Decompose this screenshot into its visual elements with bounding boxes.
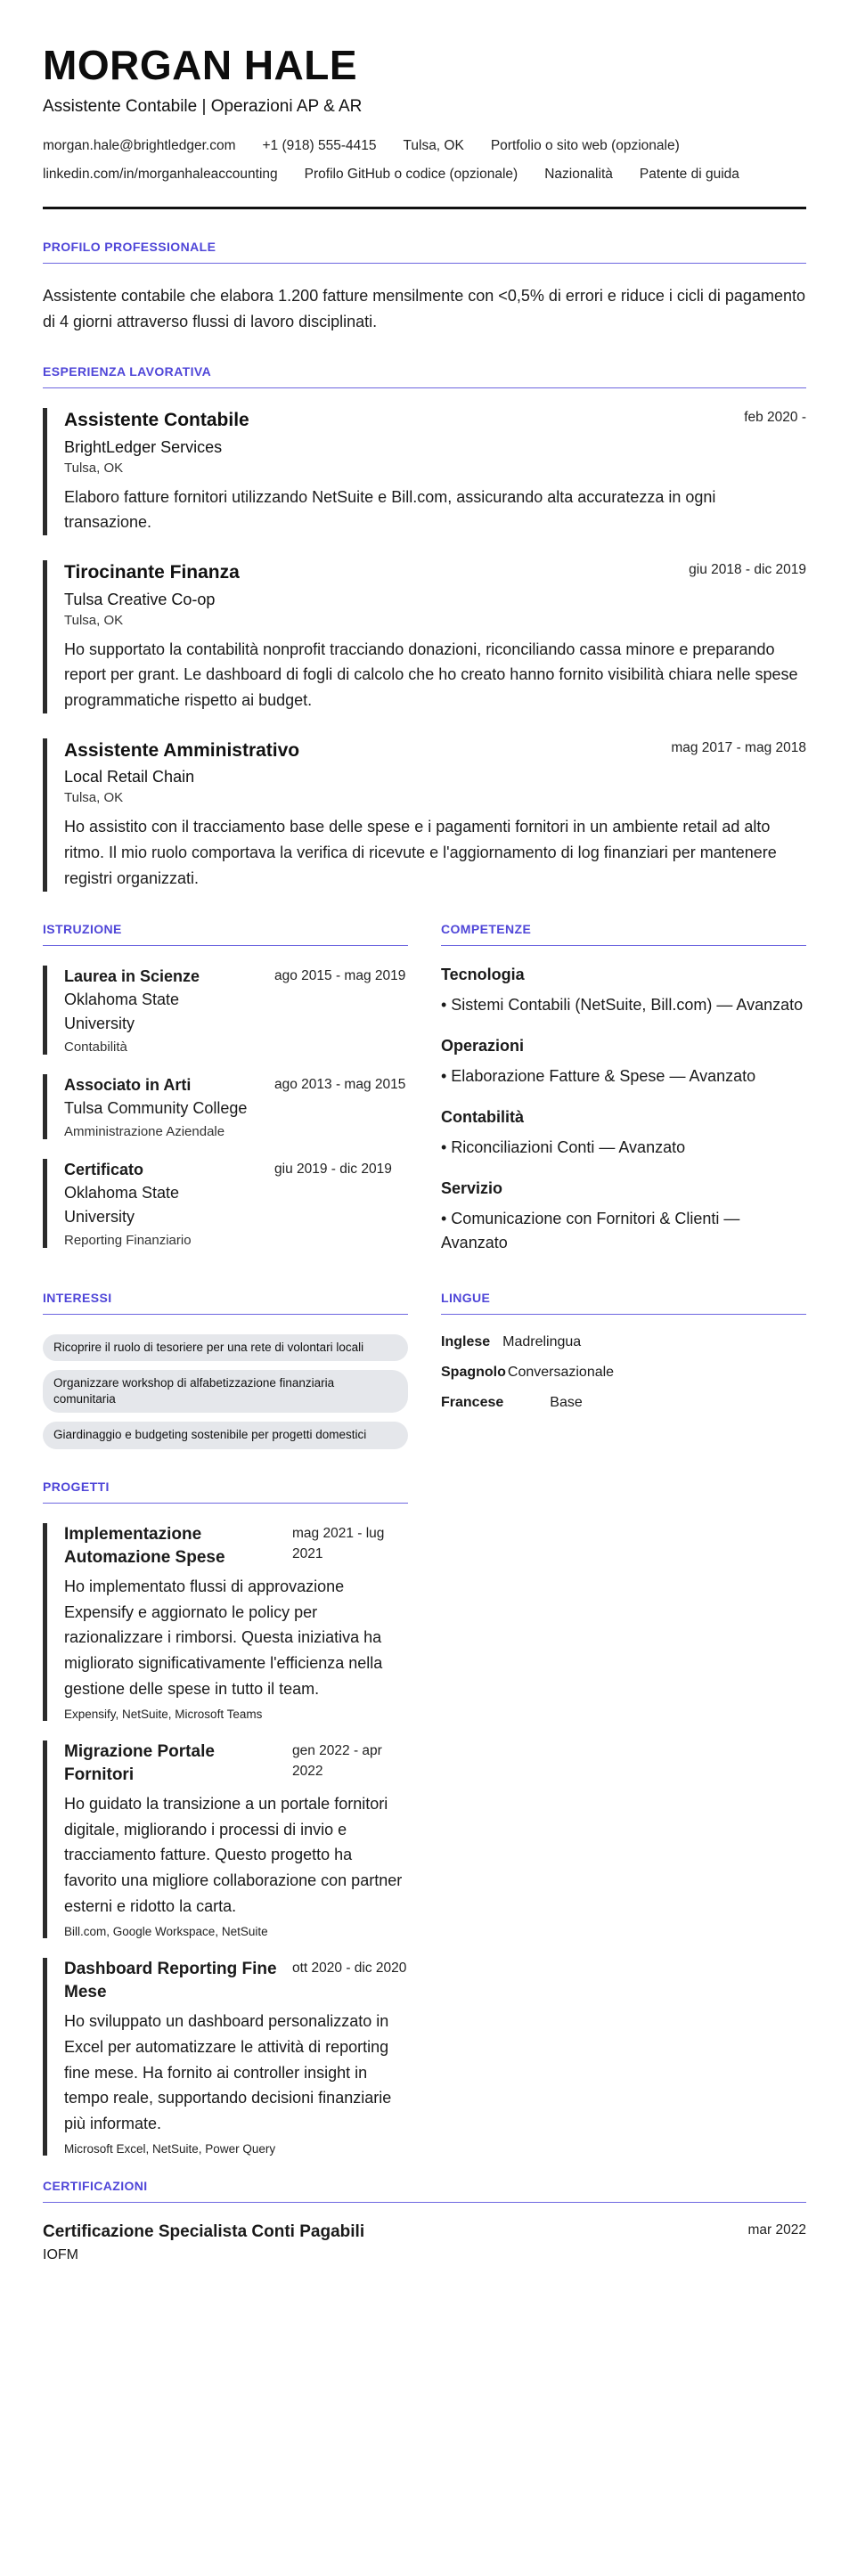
education-skills-row	[43, 922, 806, 1275]
skill-group	[441, 966, 806, 1017]
experience-entry	[43, 560, 806, 713]
certifications-section	[43, 2179, 806, 2263]
project-entry	[43, 1523, 408, 1721]
project-description: Ho guidato la transizione a un portale fornitori digitale, migliorando i processi di invio e tracciamento fatture. Questo progetto ha favorito una migliore collaborazione con partner esterni e ridotto la carta.	[64, 1794, 403, 1916]
header-divider	[43, 207, 806, 209]
section-title: COMPETENZE	[441, 922, 806, 946]
contact-license: Patente di guida	[639, 167, 739, 183]
skill-item: • Elaborazione Fatture & Spese — Avanzato	[441, 1066, 756, 1085]
certification-issuer: IOFM	[43, 2247, 78, 2263]
section-title: ESPERIENZA LAVORATIVA	[43, 364, 806, 388]
project-name: Implementazione Automazione Spese	[64, 1524, 225, 1568]
section-title: LINGUE	[441, 1291, 806, 1315]
resume-header	[43, 43, 806, 209]
project-entry	[43, 1740, 408, 1938]
interests-section	[43, 1291, 408, 1449]
language-item	[441, 1334, 628, 1350]
skill-item: • Sistemi Contabili (NetSuite, Bill.com) — Avanzato	[441, 995, 804, 1014]
job-location: Tulsa, OK	[64, 460, 124, 476]
language-name: Francese	[441, 1394, 504, 1410]
experience-section	[43, 364, 806, 891]
language-level: Madrelingua	[502, 1333, 582, 1349]
languages-column	[441, 1291, 806, 1458]
job-date: giu 2018 - dic 2019	[689, 562, 806, 578]
education-entry	[43, 1074, 408, 1139]
job-location: Tulsa, OK	[64, 790, 124, 806]
skill-item: • Comunicazione con Fornitori & Clienti — Avanzato	[441, 1209, 740, 1251]
certification-entry	[43, 2222, 806, 2263]
section-title: ISTRUZIONE	[43, 922, 408, 946]
job-company: Tulsa Creative Co-op	[64, 590, 216, 608]
job-date: feb 2020 -	[744, 410, 806, 426]
project-tech: Expensify, NetSuite, Microsoft Teams	[64, 1707, 263, 1721]
language-item	[441, 1365, 623, 1381]
skill-group	[441, 1037, 806, 1088]
section-title: INTERESSI	[43, 1291, 408, 1315]
section-title: PROGETTI	[43, 1480, 408, 1504]
skill-item: • Riconciliazioni Conti — Avanzato	[441, 1137, 686, 1156]
contact-nationality: Nazionalità	[544, 167, 613, 183]
language-item	[441, 1395, 628, 1411]
contact-email[interactable]: morgan.hale@brightledger.com	[43, 137, 236, 153]
job-description: Elaboro fatture fornitori utilizzando NetSuite e Bill.com, assicurando alta accuratezza in ogni transazione.	[64, 487, 716, 532]
contact-linkedin[interactable]: linkedin.com/in/morganhaleaccounting	[43, 167, 278, 183]
project-name: Dashboard Reporting Fine Mese	[64, 1959, 277, 2002]
projects-section	[43, 1480, 408, 2156]
contact-github[interactable]: Profilo GitHub o codice (opzionale)	[304, 167, 518, 183]
interests-languages-row	[43, 1291, 806, 1458]
edu-field: Amministrazione Aziendale	[64, 1124, 225, 1140]
interest-pill: Organizzare workshop di alfabetizzazione finanziaria comunitaria	[43, 1370, 408, 1413]
edu-school: Oklahoma State University	[64, 990, 180, 1032]
edu-field: Reporting Finanziario	[64, 1233, 192, 1249]
job-location: Tulsa, OK	[64, 612, 124, 628]
edu-date: giu 2019 - dic 2019	[274, 1162, 392, 1178]
project-entry	[43, 1958, 408, 2156]
job-description: Ho assistito con il tracciamento base delle spese e i pagamenti fornitori in un ambiente retail ad alto ritmo. Il mio ruolo comportava la verifica di ricevute e l'aggiornamento di log finanziari per mantenere registri organizzati.	[64, 818, 777, 887]
language-name: Inglese	[441, 1333, 491, 1349]
skill-category: Servizio	[441, 1178, 503, 1197]
summary-section	[43, 240, 806, 335]
edu-date: ago 2015 - mag 2019	[274, 967, 406, 983]
contact-list	[43, 138, 806, 183]
certification-name: Certificazione Specialista Conti Pagabili	[43, 2222, 365, 2242]
education-column	[43, 922, 408, 1275]
project-date: ott 2020 - dic 2020	[292, 1960, 407, 1976]
job-date: mag 2017 - mag 2018	[671, 739, 806, 755]
section-title: PROFILO PROFESSIONALE	[43, 240, 806, 264]
summary-text: Assistente contabile che elabora 1.200 fatture mensilmente con <0,5% di errori e riduce i cicli di pagamento di 4 giorni attraverso flussi di lavoro disciplinati.	[43, 286, 805, 330]
project-date: mag 2021 - lug 2021	[292, 1525, 385, 1561]
language-list	[441, 1334, 806, 1411]
edu-school: Oklahoma State University	[64, 1184, 180, 1227]
language-name: Spagnolo	[441, 1364, 506, 1380]
edu-field: Contabilità	[64, 1039, 127, 1055]
skills-column	[441, 922, 806, 1275]
project-description: Ho implementato flussi di approvazione Expensify e aggiornato le policy per razionalizzare i rimborsi. Questa iniziativa ha migliorato significativamente l'efficienza nella gestione delle spese in tutto il team.	[64, 1577, 383, 1698]
skill-category: Contabilità	[441, 1107, 524, 1126]
contact-phone[interactable]: +1 (918) 555-4415	[262, 137, 377, 153]
experience-entry	[43, 738, 806, 892]
education-entry	[43, 1159, 408, 1248]
project-date: gen 2022 - apr 2022	[292, 1742, 382, 1779]
job-description: Ho supportato la contabilità nonprofit tracciando donazioni, riconciliando cassa minore e preparando report per grant. Le dashboard di fogli di calcolo che ho creato hanno fornito visibilità chiara nelle spese programmatiche rispetto ai budget.	[64, 640, 798, 710]
project-name: Migrazione Portale Fornitori	[64, 1741, 215, 1785]
candidate-headline: Assistente Contabile | Operazioni AP & AR	[43, 96, 363, 116]
edu-school: Tulsa Community College	[64, 1099, 248, 1118]
edu-date: ago 2013 - mag 2015	[274, 1076, 406, 1092]
experience-entry	[43, 408, 806, 535]
education-section	[43, 922, 408, 1249]
skill-category: Operazioni	[441, 1036, 525, 1055]
interest-pill: Giardinaggio e budgeting sostenibile per progetti domestici	[43, 1422, 408, 1448]
interests-column	[43, 1291, 408, 1458]
edu-degree: Certificato	[64, 1161, 144, 1179]
language-level: Conversazionale	[507, 1364, 615, 1380]
job-company: Local Retail Chain	[64, 768, 195, 787]
project-tech: Microsoft Excel, NetSuite, Power Query	[64, 2142, 276, 2156]
certification-date: mar 2022	[747, 2222, 806, 2238]
education-entry	[43, 966, 408, 1055]
candidate-name: MORGAN HALE	[43, 42, 358, 88]
interest-pill: Ricoprire il ruolo di tesoriere per una rete di volontari locali	[43, 1334, 408, 1361]
skills-section	[441, 922, 806, 1255]
job-title: Assistente Amministrativo	[64, 739, 300, 761]
skill-group	[441, 1179, 806, 1255]
language-level: Base	[550, 1394, 583, 1410]
contact-portfolio[interactable]: Portfolio o sito web (opzionale)	[490, 137, 680, 153]
job-title: Assistente Contabile	[64, 410, 249, 431]
project-tech: Bill.com, Google Workspace, NetSuite	[64, 1924, 268, 1938]
edu-degree: Laurea in Scienze	[64, 966, 200, 985]
contact-location: Tulsa, OK	[403, 137, 464, 153]
job-company: BrightLedger Services	[64, 437, 223, 456]
skill-category: Tecnologia	[441, 965, 525, 983]
edu-degree: Associato in Arti	[64, 1075, 192, 1094]
skill-group	[441, 1108, 806, 1160]
languages-section	[441, 1291, 806, 1411]
project-description: Ho sviluppato un dashboard personalizzato in Excel per automatizzare le attività di reporting fine mese. Ha fornito ai controller insight in tempo reale, supportando decisioni finanziarie più informate.	[64, 2012, 392, 2133]
job-title: Tirocinante Finanza	[64, 562, 240, 583]
section-title: CERTIFICAZIONI	[43, 2179, 806, 2203]
